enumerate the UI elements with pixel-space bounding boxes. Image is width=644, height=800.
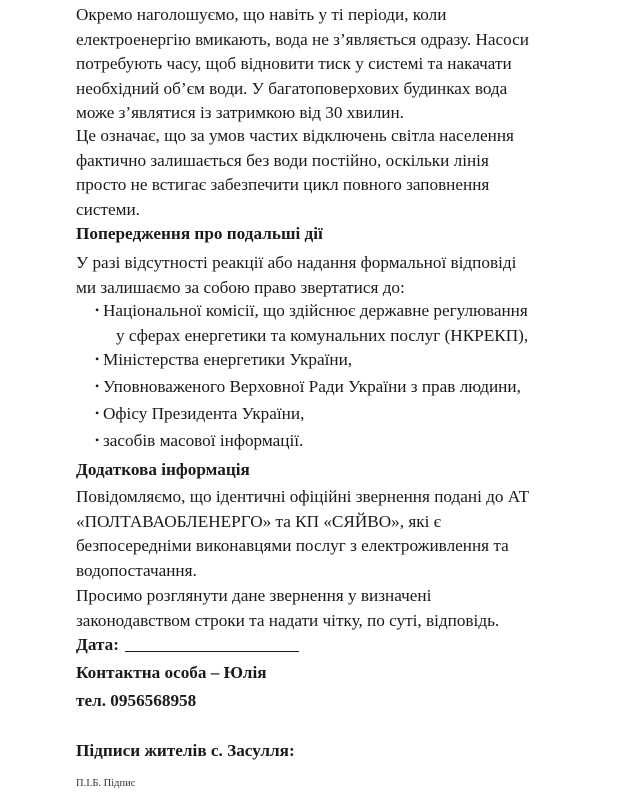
text-line: може з’являтися із затримкою від 30 хвилин.	[76, 103, 404, 123]
text-line: необхідний об’єм води. У багатоповерхових будинках вода	[76, 78, 508, 98]
list-item-ombudsman	[95, 374, 521, 400]
text-line: безпосередніми виконавцями послуг з електроживлення та	[76, 536, 509, 556]
text-line: електроенергію вмикають, вода не з’являється одразу. Насоси	[76, 29, 529, 49]
paragraph-request	[76, 584, 499, 633]
bullet-icon: •	[95, 406, 100, 420]
list-item-nkrekp	[95, 298, 528, 348]
text-line: Просимо розглянути дане звернення у визначені	[76, 586, 432, 605]
text-line: «ПОЛТАВАОБЛЕНЕРГО» та КП «СЯЙВО», які є	[76, 511, 442, 531]
section-heading-additional: Додаткова інформація	[76, 460, 250, 479]
paragraph-consequence	[76, 124, 514, 222]
paragraph-water-delay	[76, 3, 529, 126]
contact-person: Контактна особа – Юлія	[76, 663, 267, 682]
list-item-text: Офісу Президента України,	[103, 404, 305, 423]
text-line: законодавством строки та надати чітку, по суті, відповідь.	[76, 610, 500, 630]
list-item-text-continued: у сферах енергетики та комунальних послуг (НКРЕКП),	[116, 325, 529, 345]
list-item-text: Уповноваженого Верховної Ради України з прав людини,	[103, 377, 521, 396]
list-item-media	[95, 428, 303, 454]
list-item-text: Національної комісії, що здійснює державне регулювання	[103, 301, 528, 320]
signatures-heading: Підписи жителів с. Засулля:	[76, 741, 295, 760]
text-line: водопостачання.	[76, 560, 197, 580]
bullet-icon: •	[95, 352, 100, 366]
text-line: системи.	[76, 199, 140, 219]
date-label: Дата:	[76, 635, 119, 654]
bullet-icon: •	[95, 379, 100, 393]
date-blank-line	[125, 634, 299, 652]
contact-phone: тел. 0956568958	[76, 691, 197, 710]
bullet-icon: •	[95, 303, 100, 317]
text-line: потребують часу, щоб відновити тиск у системі та накачати	[76, 54, 512, 74]
text-line: У разі відсутності реакції або надання формальної відповіді	[76, 253, 517, 272]
list-item-president-office	[95, 401, 304, 427]
list-item-text: Міністерства енергетики України,	[103, 350, 353, 369]
paragraph-warning-intro	[76, 251, 516, 300]
text-line: Повідомляємо, що ідентичні офіційні звернення подані до АТ	[76, 487, 530, 506]
section-heading-warning: Попередження про подальші дії	[76, 224, 323, 243]
list-item-text: засобів масової інформації.	[103, 431, 304, 450]
text-line: фактично залишається без води постійно, оскільки лінія	[76, 150, 489, 170]
text-line: Це означає, що за умов частих відключень світла населення	[76, 126, 514, 145]
paragraph-additional-info	[76, 485, 529, 583]
date-field	[76, 633, 299, 658]
text-line: просто не встигає забезпечити цикл повного заповнення	[76, 175, 490, 195]
bullet-icon: •	[95, 433, 100, 447]
signature-columns-label: П.І.Б. Підпис	[76, 778, 136, 789]
text-line: ми залишаємо за собою право звертатися до:	[76, 277, 405, 297]
text-line: Окремо наголошуємо, що навіть у ті періоди, коли	[76, 5, 447, 24]
list-item-ministry-energy	[95, 347, 352, 373]
